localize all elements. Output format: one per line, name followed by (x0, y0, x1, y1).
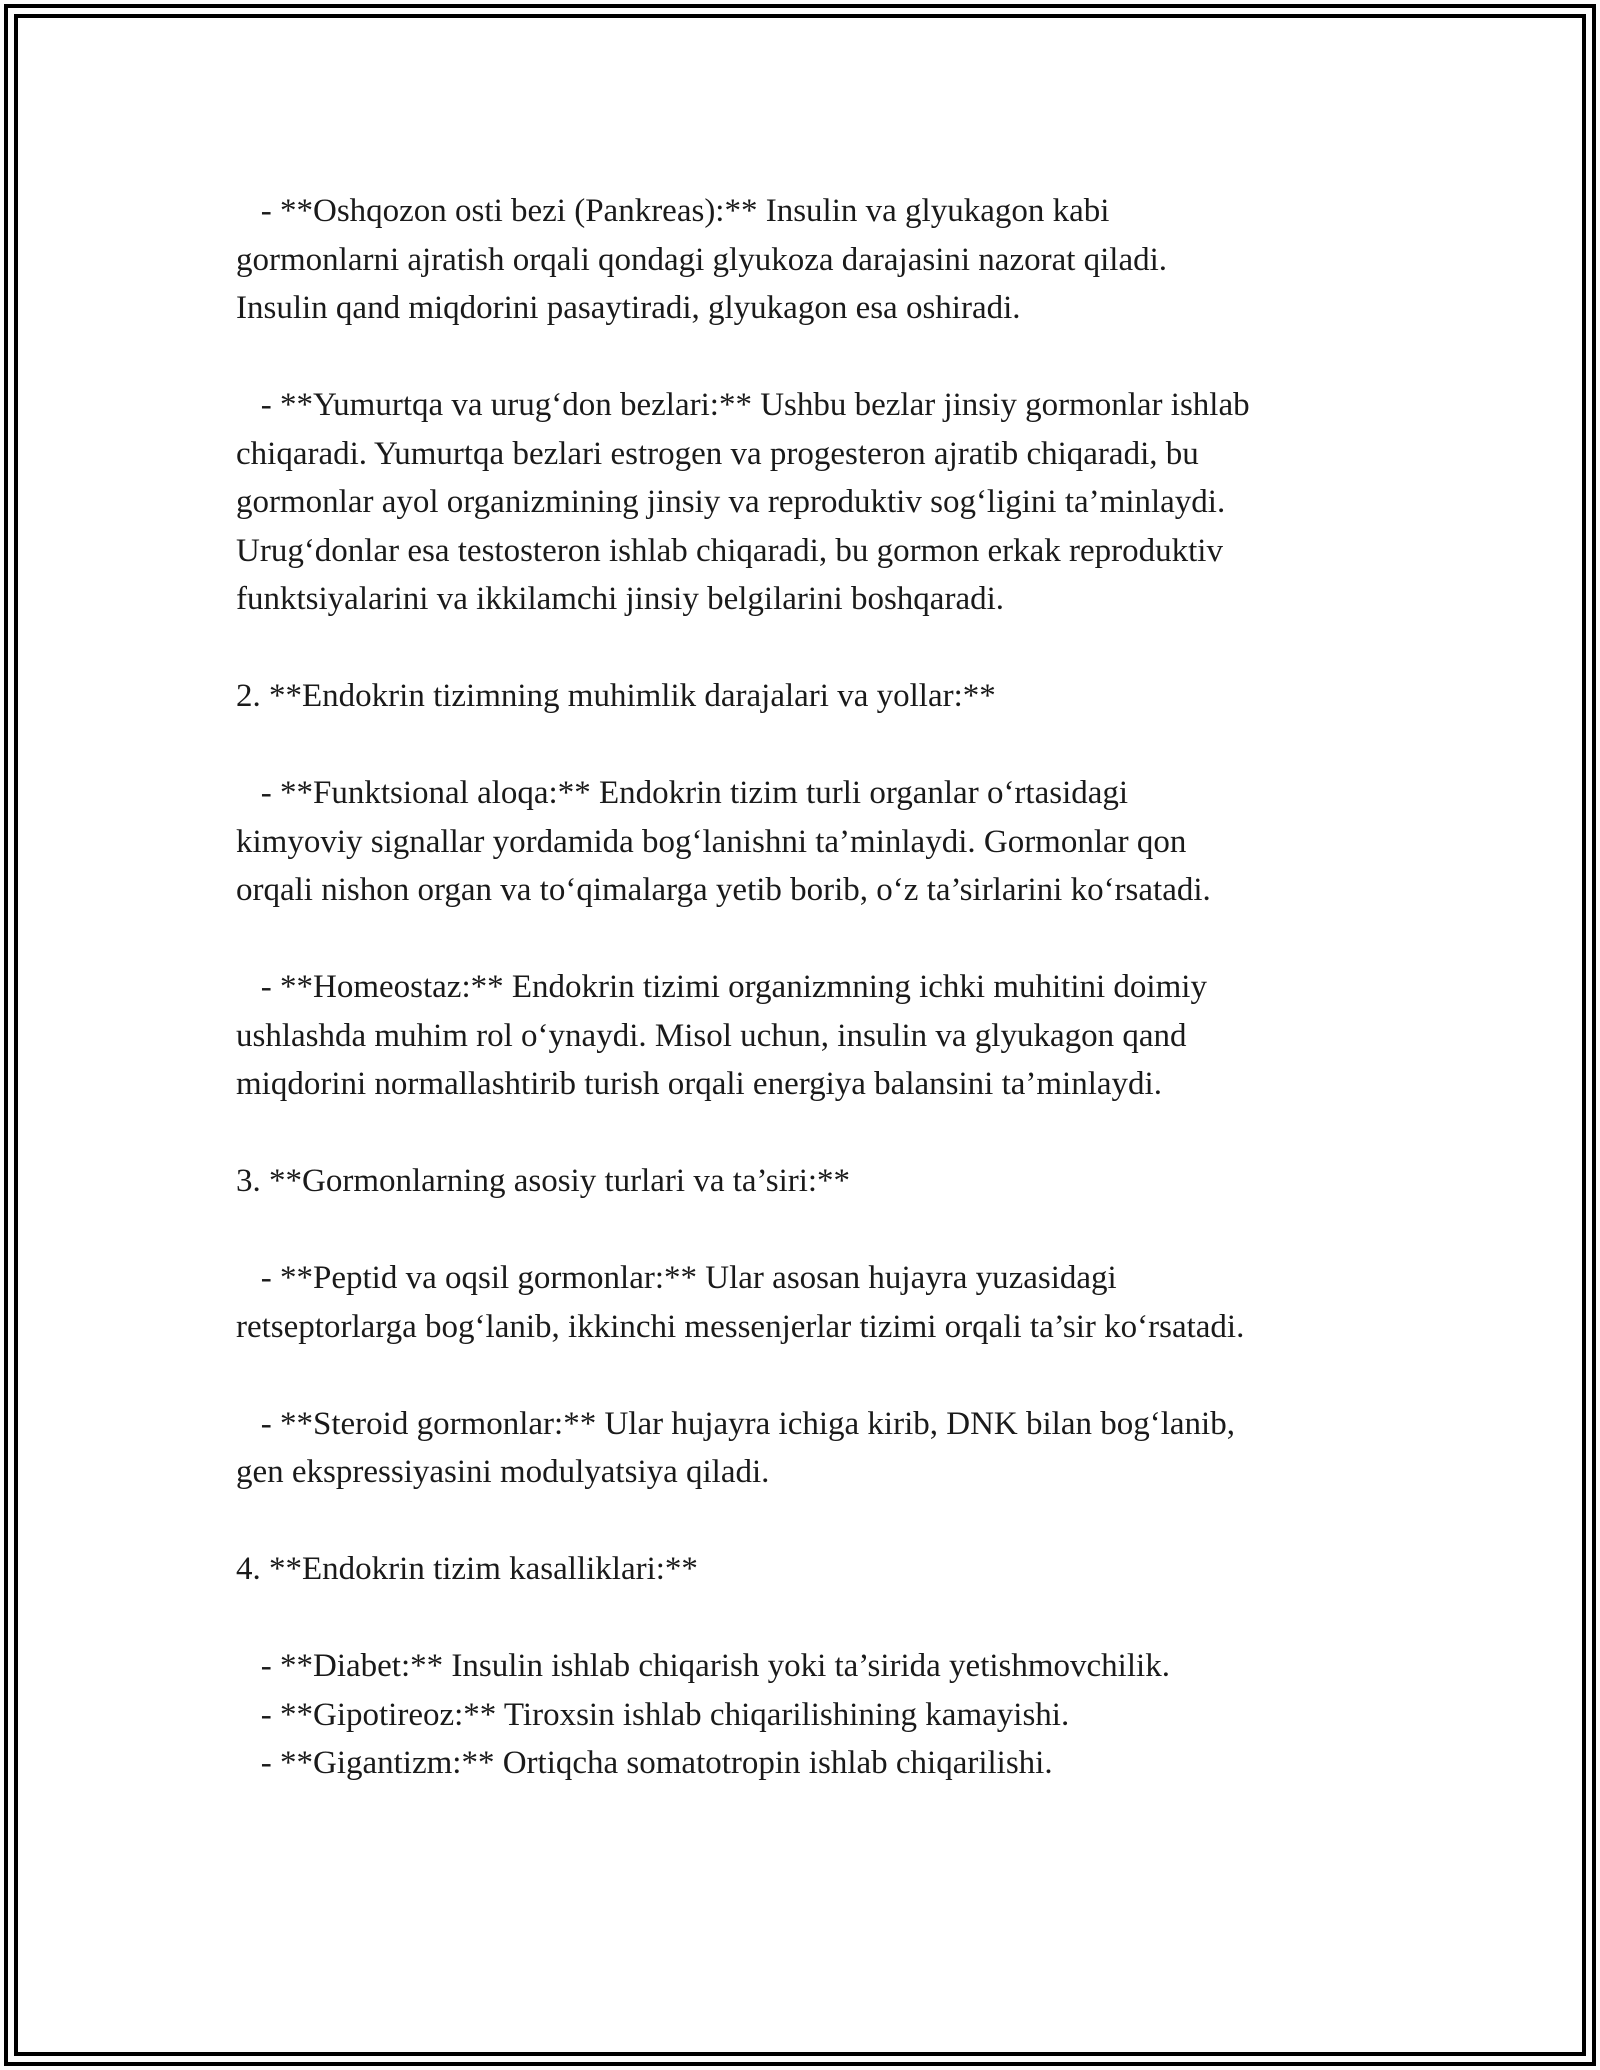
text-line: - **Peptid va oqsil gormonlar:** Ular asosan hujayra yuzasidagi (236, 1260, 1117, 1296)
text-line: chiqaradi. Yumurtqa bezlari estrogen va progesteron ajratib chiqaradi, bu (236, 435, 1199, 472)
blank-line (236, 1594, 1386, 1643)
text-line: 2. **Endokrin tizimning muhimlik darajalari va yollar:** (236, 678, 996, 714)
blank-line (236, 1351, 1386, 1400)
blank-line (236, 915, 1386, 964)
blank-line (236, 1109, 1386, 1158)
text-line: Insulin qand miqdorini pasaytiradi, glyukagon esa oshiradi. (236, 290, 1021, 326)
blank-line (236, 1497, 1386, 1546)
text-line: miqdorini normallashtirib turish orqali energiya balansini ta’minlaydi. (236, 1066, 1162, 1102)
text-line: - **Gigantizm:** Ortiqcha somatotropin ishlab chiqarilishi. (236, 1745, 1053, 1781)
document-body (236, 187, 1386, 1788)
blank-line (236, 624, 1386, 673)
text-line: retseptorlarga bog‘lanib, ikkinchi messenjerlar tizimi orqali ta’sir ko‘rsatadi. (236, 1308, 1245, 1345)
text-line: - **Gipotireoz:** Tiroxsin ishlab chiqarilishining kamayishi. (236, 1696, 1070, 1733)
text-line: - **Steroid gormonlar:** Ular hujayra ichiga kirib, DNK bilan bog‘lanib, (236, 1405, 1235, 1442)
text-line: - **Oshqozon osti bezi (Pankreas):** Insulin va glyukagon kabi (236, 193, 1110, 229)
text-line: gen ekspressiyasini modulyatsiya qiladi. (236, 1454, 770, 1490)
blank-line (236, 1206, 1386, 1255)
text-line: gormonlarni ajratish orqali qondagi glyukoza darajasini nazorat qiladi. (236, 241, 1168, 278)
blank-line (236, 333, 1386, 382)
text-line: - **Yumurtqa va urug‘don bezlari:** Ushbu bezlar jinsiy gormonlar ishlab (236, 387, 1250, 423)
text-line: 4. **Endokrin tizim kasalliklari:** (236, 1551, 698, 1587)
text-line: gormonlar ayol organizmining jinsiy va reproduktiv sog‘ligini ta’minlaydi. (236, 484, 1226, 520)
text-line: orqali nishon organ va to‘qimalarga yetib borib, o‘z ta’sirlarini ko‘rsatadi. (236, 872, 1211, 908)
text-line: ushlashda muhim rol o‘ynaydi. Misol uchun, insulin va glyukagon qand (236, 1017, 1187, 1054)
blank-line (236, 721, 1386, 770)
text-line: 3. **Gormonlarning asosiy turlari va ta’siri:** (236, 1163, 851, 1199)
text-line: kimyoviy signallar yordamida bog‘lanishni ta’minlaydi. Gormonlar qon (236, 823, 1187, 860)
text-line: Urug‘donlar esa testosteron ishlab chiqaradi, bu gormon erkak reproduktiv (236, 532, 1223, 569)
text-line: funktsiyalarini va ikkilamchi jinsiy belgilarini boshqaradi. (236, 581, 1005, 617)
text-line: - **Funktsional aloqa:** Endokrin tizim turli organlar o‘rtasidagi (236, 775, 1129, 811)
text-line: - **Diabet:** Insulin ishlab chiqarish yoki ta’sirida yetishmovchilik. (236, 1648, 1170, 1684)
text-line: - **Homeostaz:** Endokrin tizimi organizmning ichki muhitini doimiy (236, 969, 1207, 1005)
